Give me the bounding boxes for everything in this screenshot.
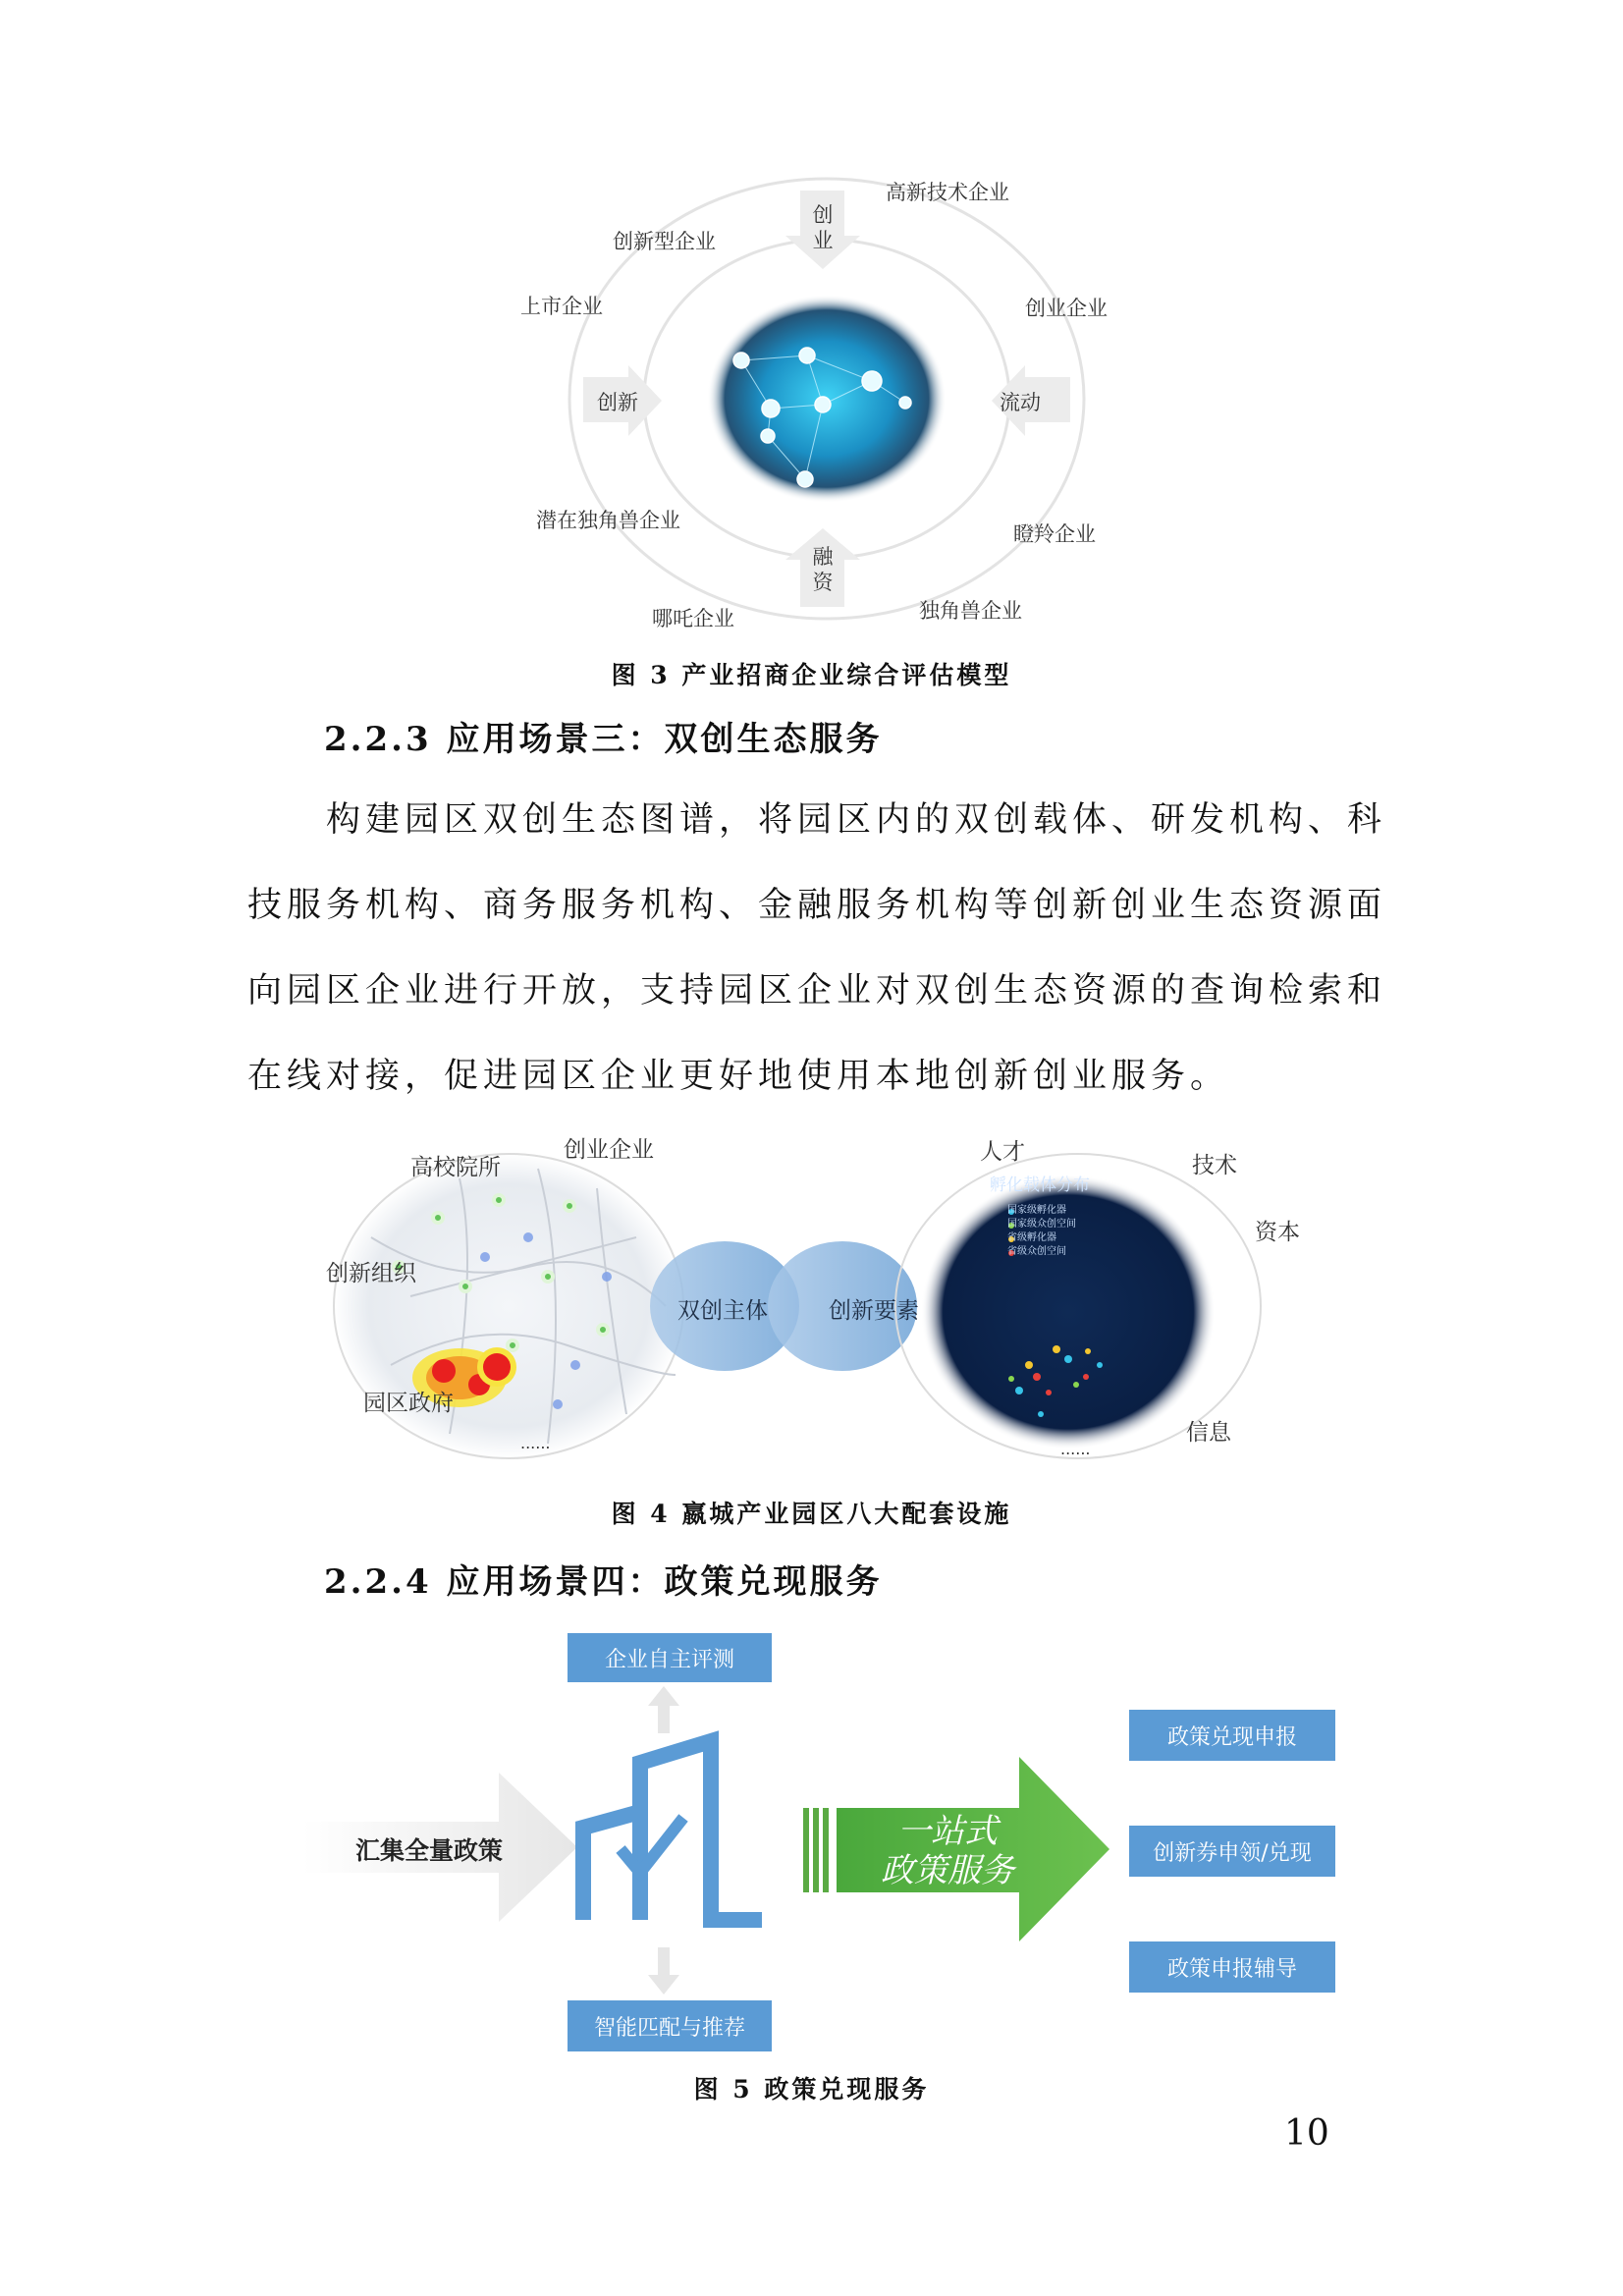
map-legend: 国家级孵化器 国家级众创空间 省级孵化器 省级众创空间 [1007, 1205, 1076, 1257]
figure-5-caption: 图 5 政策兑现服务 [693, 2075, 930, 2104]
label-left-ellipsis: ...... [520, 1434, 551, 1452]
policy-guidance-box: 政策申报辅导 [1129, 1941, 1335, 1993]
figure-4-caption: 图 4 嬴城产业园区八大配套设施 [611, 1500, 1012, 1528]
map-title: 孵化载体分布 [990, 1175, 1090, 1195]
label-startups: 创业企业 [564, 1137, 654, 1163]
figure-3-caption: 图 3 产业招商企业综合评估模型 [611, 661, 1012, 689]
arrow-label-top: 创 业 [812, 203, 834, 252]
figure-4 [312, 1120, 1314, 1493]
label-talent: 人才 [980, 1139, 1025, 1165]
section-223-paragraph: 构建园区双创生态图谱，将园区内的双创载体、研发机构、科技服务机构、商务服务机构、金融服务机构等创新创业生态资源面向园区企业进行开放，支持园区企业对双创生态资源的查询检索和在线对接，促进园区企业更好地使用本地创新创业服务。 [247, 800, 1387, 1096]
section-224-heading: 2.2.4 应用场景四：政策兑现服务 [324, 1562, 883, 1602]
section-223-heading: 2.2.3 应用场景三：双创生态服务 [324, 720, 883, 759]
figure-5 [295, 1625, 1375, 2077]
label-capital: 资本 [1255, 1220, 1300, 1245]
label-unicorn: 独角兽企业 [919, 599, 1022, 623]
label-right-ellipsis: ...... [1060, 1440, 1091, 1458]
collect-policies-label: 汇集全量政策 [355, 1836, 504, 1865]
self-assessment-box: 企业自主评测 [568, 1633, 772, 1682]
center-right-label: 创新要素 [829, 1298, 919, 1324]
center-left-label: 双创主体 [677, 1298, 768, 1324]
label-tech: 技术 [1192, 1153, 1237, 1178]
label-high-tech: 高新技术企业 [886, 181, 1009, 204]
label-universities: 高校院所 [410, 1155, 501, 1180]
page-number: 10 [1284, 2113, 1329, 2154]
label-startup: 创业企业 [1025, 297, 1108, 320]
policy-redemption-box: 政策兑现申报 [1129, 1710, 1335, 1761]
label-potential-unicorn: 潜在独角兽企业 [536, 509, 680, 532]
arrow-label-right: 流动 [1000, 391, 1041, 414]
label-park-gov: 园区政府 [363, 1391, 454, 1416]
label-nezha: 哪吒企业 [652, 607, 734, 630]
one-stop-service-label: 一站式 政策服务 [881, 1812, 1014, 1890]
label-listed: 上市企业 [520, 295, 603, 318]
arrow-label-left: 创新 [597, 391, 638, 414]
label-innovative: 创新型企业 [613, 230, 716, 253]
label-gazelle: 瞪羚企业 [1013, 522, 1096, 546]
arrow-label-bottom: 融 资 [812, 545, 834, 594]
label-info: 信息 [1186, 1420, 1231, 1446]
label-innovation-org: 创新组织 [326, 1261, 416, 1286]
figure-3 [520, 159, 1108, 630]
smart-match-box: 智能匹配与推荐 [568, 2000, 772, 2051]
innovation-voucher-box: 创新券申领/兑现 [1129, 1826, 1335, 1877]
